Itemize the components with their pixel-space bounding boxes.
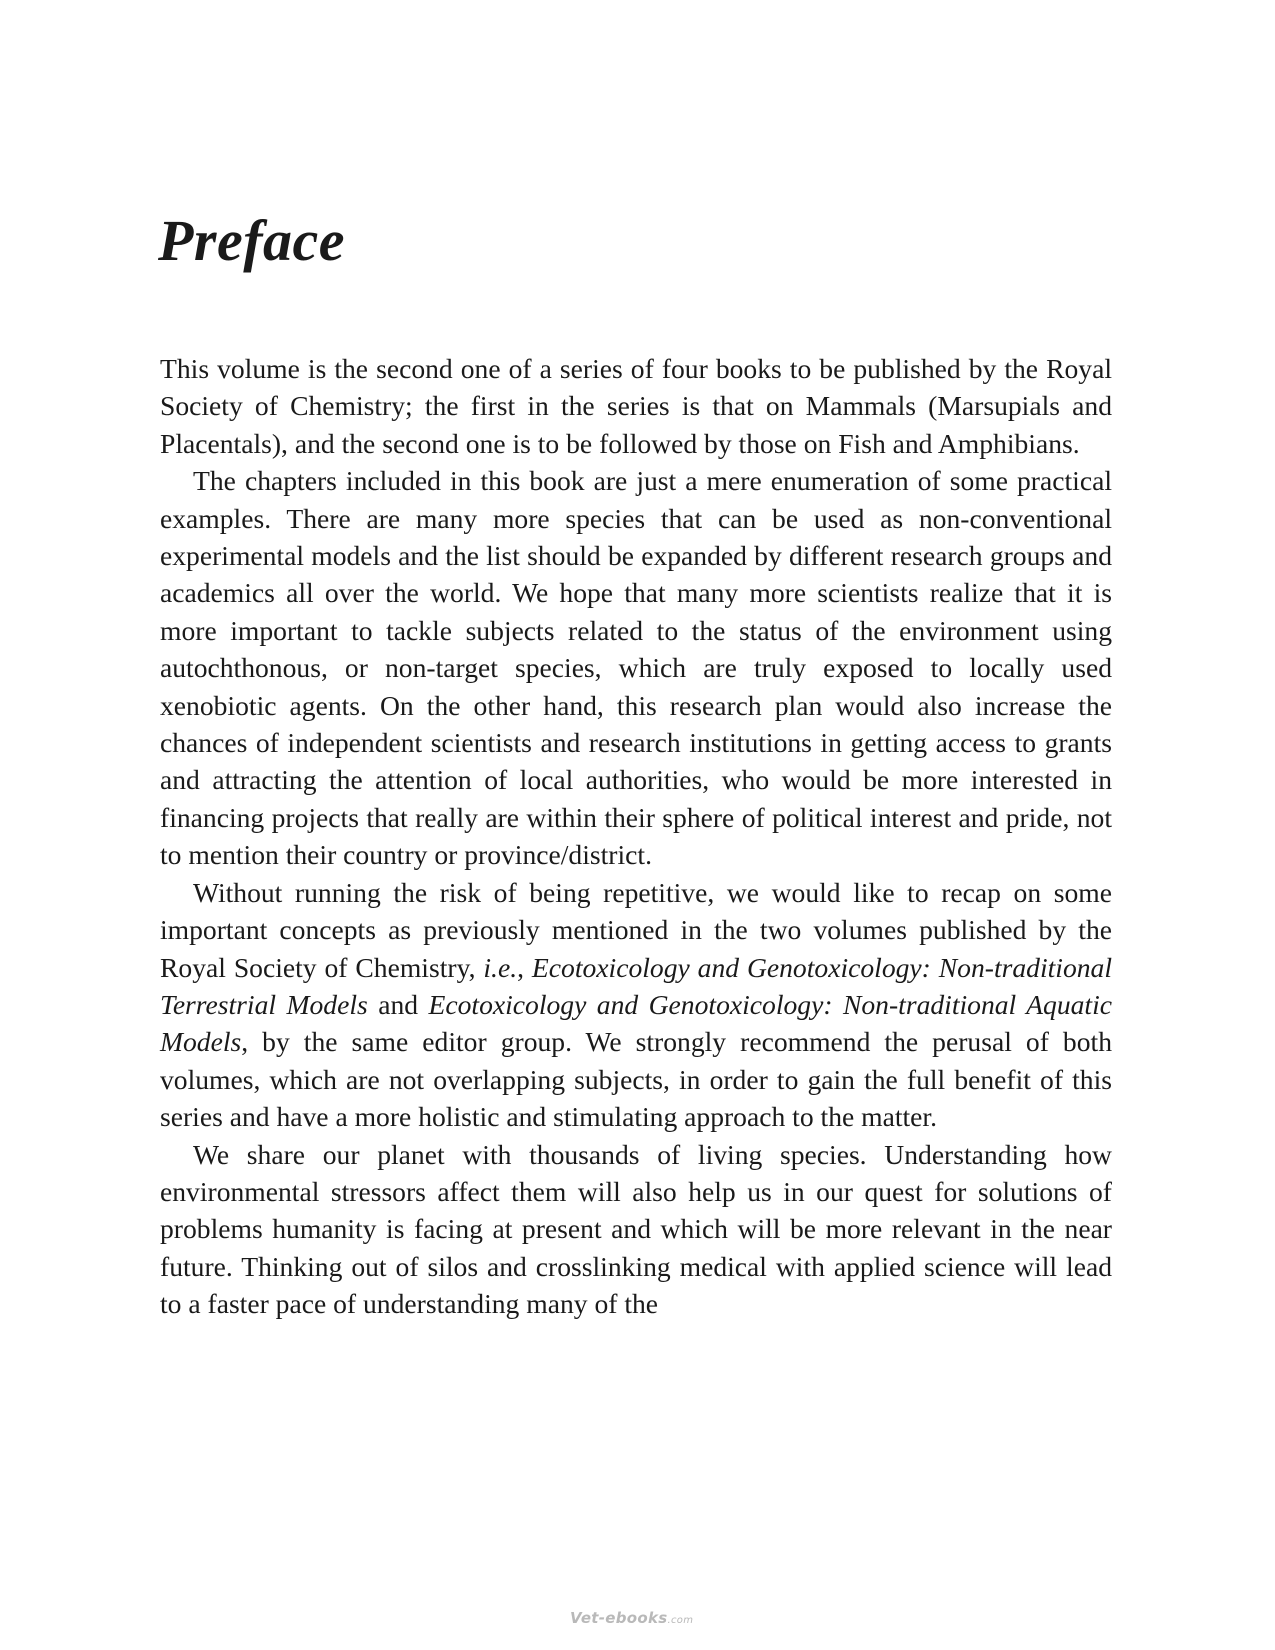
paragraph-3-text-d: , by the same editor group. We strongly recommend the perusal of both volumes, which are not overlapping subjects, in order to gain the full benefit of this series and have a more holistic and stimulating approach to the matter. [160, 1026, 1112, 1133]
paragraph-4: We share our planet with thousands of living species. Understanding how environmental stressors affect them will also help us in our quest for solutions of problems humanity is facing at present and which will be more relevant in the near future. Thinking out of silos and crosslinking medical with applied science will lead to a faster pace of understanding many of the [160, 1138, 1112, 1320]
paragraph-3-text-c: and [367, 988, 429, 1020]
book-title-terrestrial: Ecotoxicology and Genotoxicology: Non-traditional Terrestrial Models [160, 951, 1113, 1020]
page-title: Preface [158, 208, 346, 273]
paragraph-3-text-b: , [517, 951, 532, 983]
watermark-main: Vet-ebooks [570, 1609, 668, 1627]
ie-abbreviation: i.e. [483, 951, 518, 983]
paragraph-1: This volume is the second one of a series of four books to be published by the Royal Society of Chemistry; the first in the series is that on Mammals (Marsupials and Placentals), and the second one is to be followed by those on Fish and Amphibians. [160, 353, 1112, 459]
paragraph-3 [160, 874, 1112, 1136]
watermark-logo [570, 1609, 693, 1627]
watermark-suffix: .com [667, 1615, 694, 1626]
paragraph-2: The chapters included in this book are just a mere enumeration of some practical examples. There are many more species that can be used as non-conventional experimental models and the list should be expanded by different research groups and academics all over the world. We hope that many more scientists realize that it is more important to tackle subjects related to the status of the environment using autochthonous, or non-target species, which are truly exposed to locally used xenobiotic agents. On the other hand, this research plan would also increase the chances of independent scientists and research institutions in getting access to grants and attracting the attention of local authorities, who would be more interested in financing projects that really are within their sphere of political interest and pride, not to mention their country or province/district. [160, 465, 1112, 871]
paragraph-3-text-a: Without running the risk of being repetitive, we would like to recap on some important concepts as previously mentioned in the two volumes published by the Royal Society of Chemistry, [160, 876, 1112, 983]
preface-body [160, 350, 1112, 1323]
book-title-aquatic: Ecotoxicology and Genotoxicology: Non-traditional Aquatic Models [160, 988, 1113, 1058]
